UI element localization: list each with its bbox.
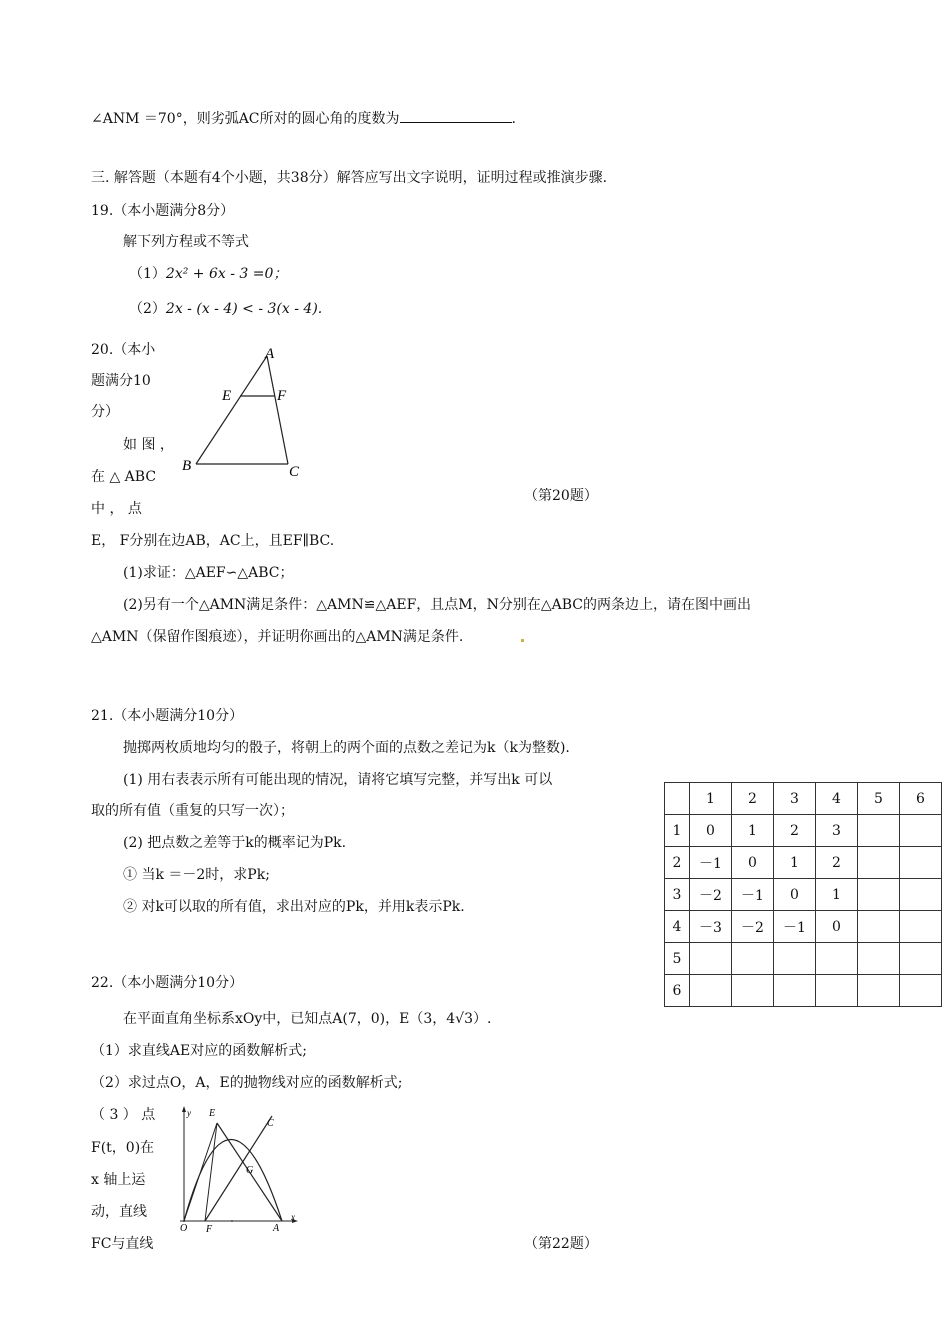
table-cell[interactable]: －2 <box>690 879 732 911</box>
q19-part2-expr: 2x - (x - 4) < - 3(x - 4). <box>165 301 323 317</box>
q21-sub1: ① 当k ＝－2时，求Pk; <box>123 867 270 883</box>
axis-mark <box>231 1220 233 1222</box>
table-cell: 3 <box>774 783 816 815</box>
q22-part1: （1）求直线AE对应的函数解析式; <box>91 1043 307 1059</box>
label-c: C <box>289 464 300 480</box>
q20-title-line2: 题满分10 <box>91 373 151 389</box>
table-cell[interactable] <box>732 943 774 975</box>
table-cell[interactable]: 0 <box>690 815 732 847</box>
y-axis-arrow-icon <box>182 1106 186 1112</box>
label-o: O <box>180 1223 188 1232</box>
table-cell: 6 <box>900 783 942 815</box>
table-cell[interactable] <box>858 879 900 911</box>
q21-sub2: ② 对k可以取的所有值，求出对应的Pk，并用k表示Pk. <box>123 899 465 915</box>
table-cell <box>665 783 690 815</box>
q19-part1 <box>129 264 287 284</box>
q20-caption: （第20题） <box>524 488 598 504</box>
table-cell[interactable] <box>858 943 900 975</box>
q22-part3-line3: x 轴上运 <box>91 1172 146 1188</box>
label-f: F <box>277 388 287 404</box>
table-cell[interactable] <box>900 975 942 1007</box>
table-cell: 2 <box>665 847 690 879</box>
table-cell[interactable]: －1 <box>774 911 816 943</box>
q20-body-line3: 中 ， 点 <box>91 501 142 517</box>
q22-caption: （第22题） <box>524 1236 598 1252</box>
label-e: E <box>209 1108 216 1119</box>
table-cell[interactable]: －3 <box>690 911 732 943</box>
q20-body-line2: 在 △ ABC <box>91 469 157 485</box>
label-b: B <box>182 458 192 474</box>
q22-part3-line1: （ 3 ） 点 <box>91 1107 156 1123</box>
table-cell[interactable] <box>690 975 732 1007</box>
table-cell[interactable] <box>732 975 774 1007</box>
q21-part1-line1: (1) 用右表表示所有可能出现的情况，请将它填写完整，并写出k 可以 <box>123 772 553 788</box>
q18-tail-line <box>91 108 516 129</box>
segment-ef <box>205 1123 217 1221</box>
table-cell[interactable] <box>816 943 858 975</box>
table-cell[interactable] <box>900 879 942 911</box>
table-header-row <box>665 783 942 815</box>
answer-blank[interactable] <box>400 108 512 123</box>
table-row <box>665 943 942 975</box>
label-g: G <box>246 1165 254 1176</box>
table-cell: 3 <box>665 879 690 911</box>
table-cell[interactable] <box>774 943 816 975</box>
label-e: E <box>222 388 232 404</box>
q20-triangle-figure <box>175 340 315 480</box>
q19-title: 19.（本小题满分8分） <box>91 203 235 219</box>
table-cell[interactable]: 1 <box>816 879 858 911</box>
table-cell[interactable] <box>858 911 900 943</box>
table-cell[interactable]: 1 <box>774 847 816 879</box>
table-cell: 4 <box>816 783 858 815</box>
table-cell[interactable]: －2 <box>732 911 774 943</box>
parabola-oea <box>184 1140 282 1222</box>
table-cell[interactable]: 2 <box>774 815 816 847</box>
table-cell[interactable] <box>900 815 942 847</box>
q21-part2: (2) 把点数之差等于k的概率记为Pk. <box>123 835 347 851</box>
section3-heading: 三. 解答题（本题有4个小题，共38分）解答应写出文字说明，证明过程或推演步骤. <box>91 170 608 186</box>
table-cell[interactable] <box>858 975 900 1007</box>
q21-title: 21.（本小题满分10分） <box>91 708 244 724</box>
q21-part1-line2: 取的所有值（重复的只写一次）； <box>91 803 294 819</box>
q19-part1-expr: 2x² + 6x - 3 =0； <box>165 266 288 282</box>
table-cell: 6 <box>665 975 690 1007</box>
table-cell[interactable]: 0 <box>816 911 858 943</box>
table-cell[interactable] <box>858 847 900 879</box>
segment-eo <box>184 1123 217 1221</box>
label-a: A <box>273 1223 280 1232</box>
q20-title-line1: 20.（本小 <box>91 342 156 358</box>
table-row <box>665 815 942 847</box>
table-cell: 1 <box>665 815 690 847</box>
q20-part1: (1)求证：△AEF∽△ABC； <box>123 565 294 581</box>
scan-speck <box>521 639 524 642</box>
q20-body-line1: 如 图 ， <box>123 437 174 453</box>
table-row <box>665 879 942 911</box>
q22-coordinate-figure <box>172 1102 312 1232</box>
difference-table <box>664 782 942 1007</box>
table-cell[interactable]: 2 <box>816 847 858 879</box>
table-row <box>665 911 942 943</box>
table-cell: 4 <box>665 911 690 943</box>
label-y: y <box>187 1108 191 1118</box>
table-cell: 5 <box>858 783 900 815</box>
table-cell[interactable]: 1 <box>732 815 774 847</box>
table-cell[interactable] <box>816 975 858 1007</box>
q20-body-line4: E， F分别在边AB，AC上，且EF∥BC. <box>91 533 335 549</box>
q20-title-line3: 分） <box>91 404 119 420</box>
q22-intro: 在平面直角坐标系xOy中，已知点A(7，0)，E（3，4√3）. <box>123 1011 492 1027</box>
side-ac <box>267 356 288 464</box>
table-cell[interactable] <box>900 911 942 943</box>
label-f: F <box>206 1224 213 1232</box>
table-cell[interactable]: －1 <box>732 879 774 911</box>
q20-part2-line1: (2)另有一个△AMN满足条件：△AMN≌△AEF，且点M，N分别在△ABC的两条边上，请在图中画出 <box>123 597 752 613</box>
label-x: x <box>291 1212 295 1222</box>
q20-part2-line2: △AMN（保留作图痕迹），并证明你画出的△AMN满足条件. <box>91 629 464 645</box>
table-row <box>665 975 942 1007</box>
table-cell[interactable] <box>900 943 942 975</box>
table-cell[interactable] <box>690 943 732 975</box>
label-a: A <box>265 346 275 362</box>
q22-part3-line4: 动，直线 <box>91 1204 147 1220</box>
table-row <box>665 847 942 879</box>
table-cell: 5 <box>665 943 690 975</box>
table-cell[interactable] <box>900 847 942 879</box>
q22-title: 22.（本小题满分10分） <box>91 975 244 991</box>
q18-tail-text: ∠ANM ＝70°，则劣弧AC所对的圆心角的度数为 <box>91 111 400 127</box>
side-ab <box>196 356 267 464</box>
table-cell: 1 <box>690 783 732 815</box>
q19-intro: 解下列方程或不等式 <box>123 234 249 250</box>
q19-part1-num: （1） <box>129 266 166 282</box>
q18-tail-end: . <box>511 111 516 127</box>
table-cell[interactable]: 0 <box>732 847 774 879</box>
table-cell[interactable]: －1 <box>690 847 732 879</box>
q21-intro: 抛掷两枚质地均匀的骰子，将朝上的两个面的点数之差记为k（k为整数). <box>123 740 570 756</box>
q22-part3-line2: F(t，0)在 <box>91 1140 155 1156</box>
line-fc <box>205 1116 272 1221</box>
table-cell[interactable] <box>774 975 816 1007</box>
table-cell[interactable]: 3 <box>816 815 858 847</box>
q22-part3-line5: FC与直线 <box>91 1236 154 1252</box>
q19-part2-num: （2） <box>129 301 166 317</box>
label-c: C <box>267 1118 274 1129</box>
q22-part2: （2）求过点O，A，E的抛物线对应的函数解析式; <box>91 1075 403 1091</box>
table-cell[interactable] <box>858 815 900 847</box>
q19-part2 <box>129 299 322 319</box>
table-cell[interactable]: 0 <box>774 879 816 911</box>
table-cell: 2 <box>732 783 774 815</box>
